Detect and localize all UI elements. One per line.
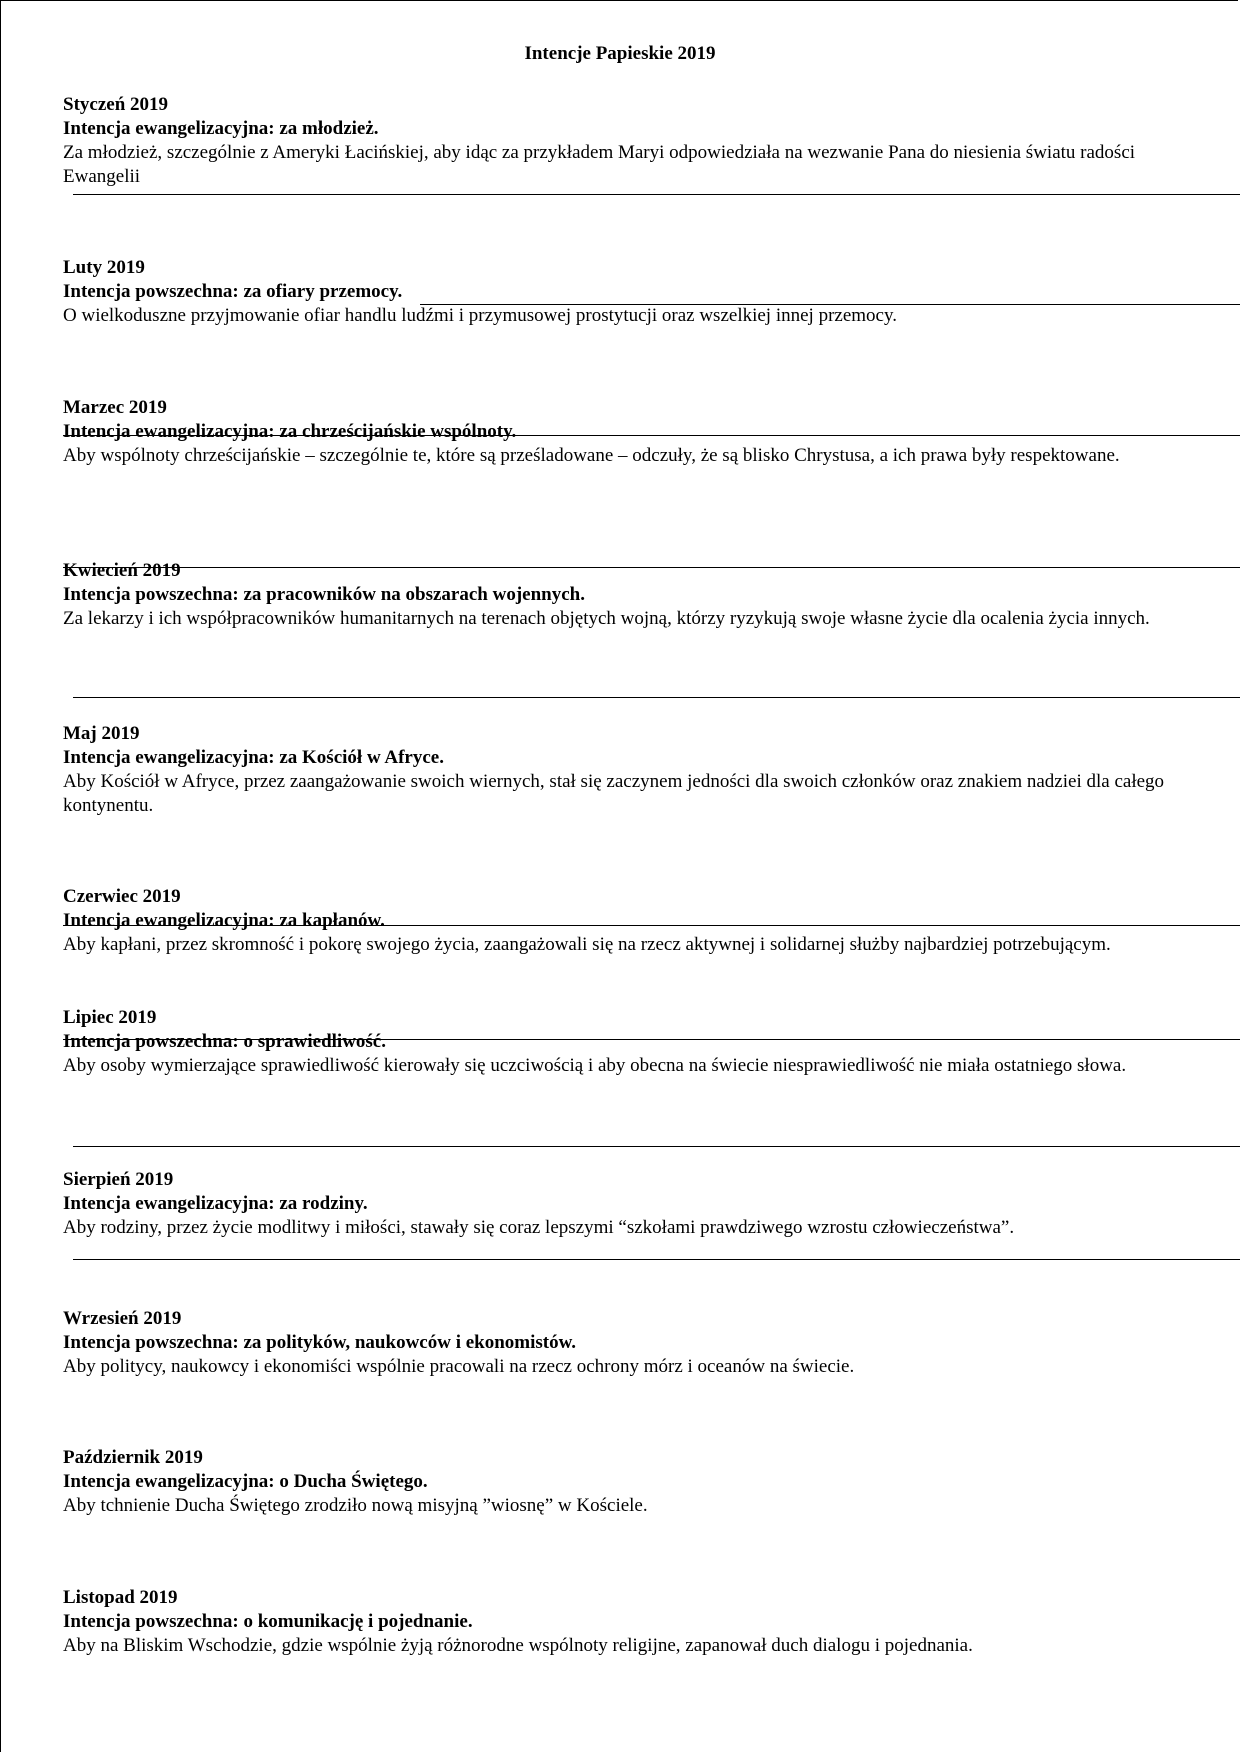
month-block-october: [63, 1446, 1183, 1518]
intention-text: Aby Kościół w Afryce, przez zaangażowanie swoich wiernych, stał się zaczynem jedności dla swoich członków oraz znakiem nadziei dla całego kontynentu.: [63, 771, 1165, 816]
month-heading: Styczeń 2019: [63, 94, 169, 115]
month-heading: Kwiecień 2019: [63, 560, 181, 581]
separator-line: [63, 435, 1240, 436]
separator-line: [73, 697, 1240, 698]
document-title: Intencje Papieskie 2019: [524, 43, 716, 64]
intention-title: Intencja powszechna: o komunikację i pojednanie.: [63, 1611, 473, 1632]
month-heading: Marzec 2019: [63, 397, 167, 418]
intention-title: Intencja ewangelizacyjna: za Kościół w Afryce.: [63, 747, 444, 768]
intention-title: Intencja ewangelizacyjna: za młodzież.: [63, 118, 379, 139]
separator-line: [73, 1146, 1240, 1147]
separator-line: [73, 194, 1240, 195]
month-heading: Maj 2019: [63, 723, 140, 744]
separator-line: [63, 567, 1240, 568]
intention-text: Aby osoby wymierzające sprawiedliwość kierowały się uczciwością i aby obecna na świecie niesprawiedliwość nie miała ostatniego słowa.: [63, 1055, 1127, 1076]
intention-title: Intencja ewangelizacyjna: za rodziny.: [63, 1193, 368, 1214]
separator-line: [73, 1259, 1240, 1260]
intention-text: Aby kapłani, przez skromność i pokorę swojego życia, zaangażowali się na rzecz aktywnej i solidarnej służby najbardziej potrzebującym.: [63, 934, 1111, 955]
separator-line: [420, 304, 1240, 305]
month-block-may: [63, 722, 1183, 818]
intention-title: Intencja ewangelizacyjna: za kapłanów.: [63, 910, 385, 931]
month-heading: Lipiec 2019: [63, 1007, 157, 1028]
intention-title: Intencja powszechna: za pracowników na obszarach wojennych.: [63, 584, 585, 605]
intention-text: Aby tchnienie Ducha Świętego zrodziło nową misyjną ”wiosnę” w Kościele.: [63, 1495, 648, 1516]
month-heading: Wrzesień 2019: [63, 1308, 182, 1329]
month-block-august: [63, 1168, 1183, 1240]
intention-text: Aby wspólnoty chrześcijańskie – szczególnie te, które są prześladowane – odczuły, że są blisko Chrystusa, a ich prawa były respektowane.: [63, 445, 1120, 466]
intention-title: Intencja ewangelizacyjna: o Ducha Świętego.: [63, 1471, 428, 1492]
month-block-april: [63, 559, 1183, 631]
month-heading: Luty 2019: [63, 257, 145, 278]
month-block-november: [63, 1586, 1183, 1658]
intention-text: Za lekarzy i ich współpracowników humanitarnych na terenach objętych wojną, którzy ryzykują swoje własne życie dla ocalenia życia innych.: [63, 608, 1150, 629]
month-block-june: [63, 885, 1183, 957]
month-heading: Listopad 2019: [63, 1587, 178, 1608]
month-block-february: [63, 256, 1183, 328]
intention-text: Za młodzież, szczególnie z Ameryki Łacińskiej, aby idąc za przykładem Maryi odpowiedziała na wezwanie Pana do niesienia światu radości Ewangelii: [63, 142, 1136, 187]
intention-text: O wielkoduszne przyjmowanie ofiar handlu ludźmi i przymusowej prostytucji oraz wszelkiej innej przemocy.: [63, 305, 897, 326]
intention-title: Intencja powszechna: za ofiary przemocy.: [63, 281, 403, 302]
intention-title: Intencja ewangelizacyjna: za chrześcijańskie wspólnoty.: [63, 421, 517, 442]
separator-line: [63, 1039, 1240, 1040]
month-block-march: [63, 396, 1183, 468]
month-heading: Październik 2019: [63, 1447, 203, 1468]
month-block-july: [63, 1006, 1183, 1078]
intention-text: Aby rodziny, przez życie modlitwy i miłości, stawały się coraz lepszymi “szkołami prawdziwego wzrostu człowieczeństwa”.: [63, 1217, 1015, 1238]
intention-text: Aby politycy, naukowcy i ekonomiści wspólnie pracowali na rzecz ochrony mórz i oceanów na świecie.: [63, 1356, 855, 1377]
separator-line: [63, 925, 1240, 926]
intention-title: Intencja powszechna: za polityków, naukowców i ekonomistów.: [63, 1332, 577, 1353]
month-block-september: [63, 1307, 1183, 1379]
month-block-january: [63, 93, 1183, 189]
month-heading: Sierpień 2019: [63, 1169, 174, 1190]
intention-text: Aby na Bliskim Wschodzie, gdzie wspólnie żyją różnorodne wspólnoty religijne, zapanował duch dialogu i pojednania.: [63, 1635, 973, 1656]
intention-title: Intencja powszechna: o sprawiedliwość.: [63, 1031, 386, 1052]
month-heading: Czerwiec 2019: [63, 886, 181, 907]
